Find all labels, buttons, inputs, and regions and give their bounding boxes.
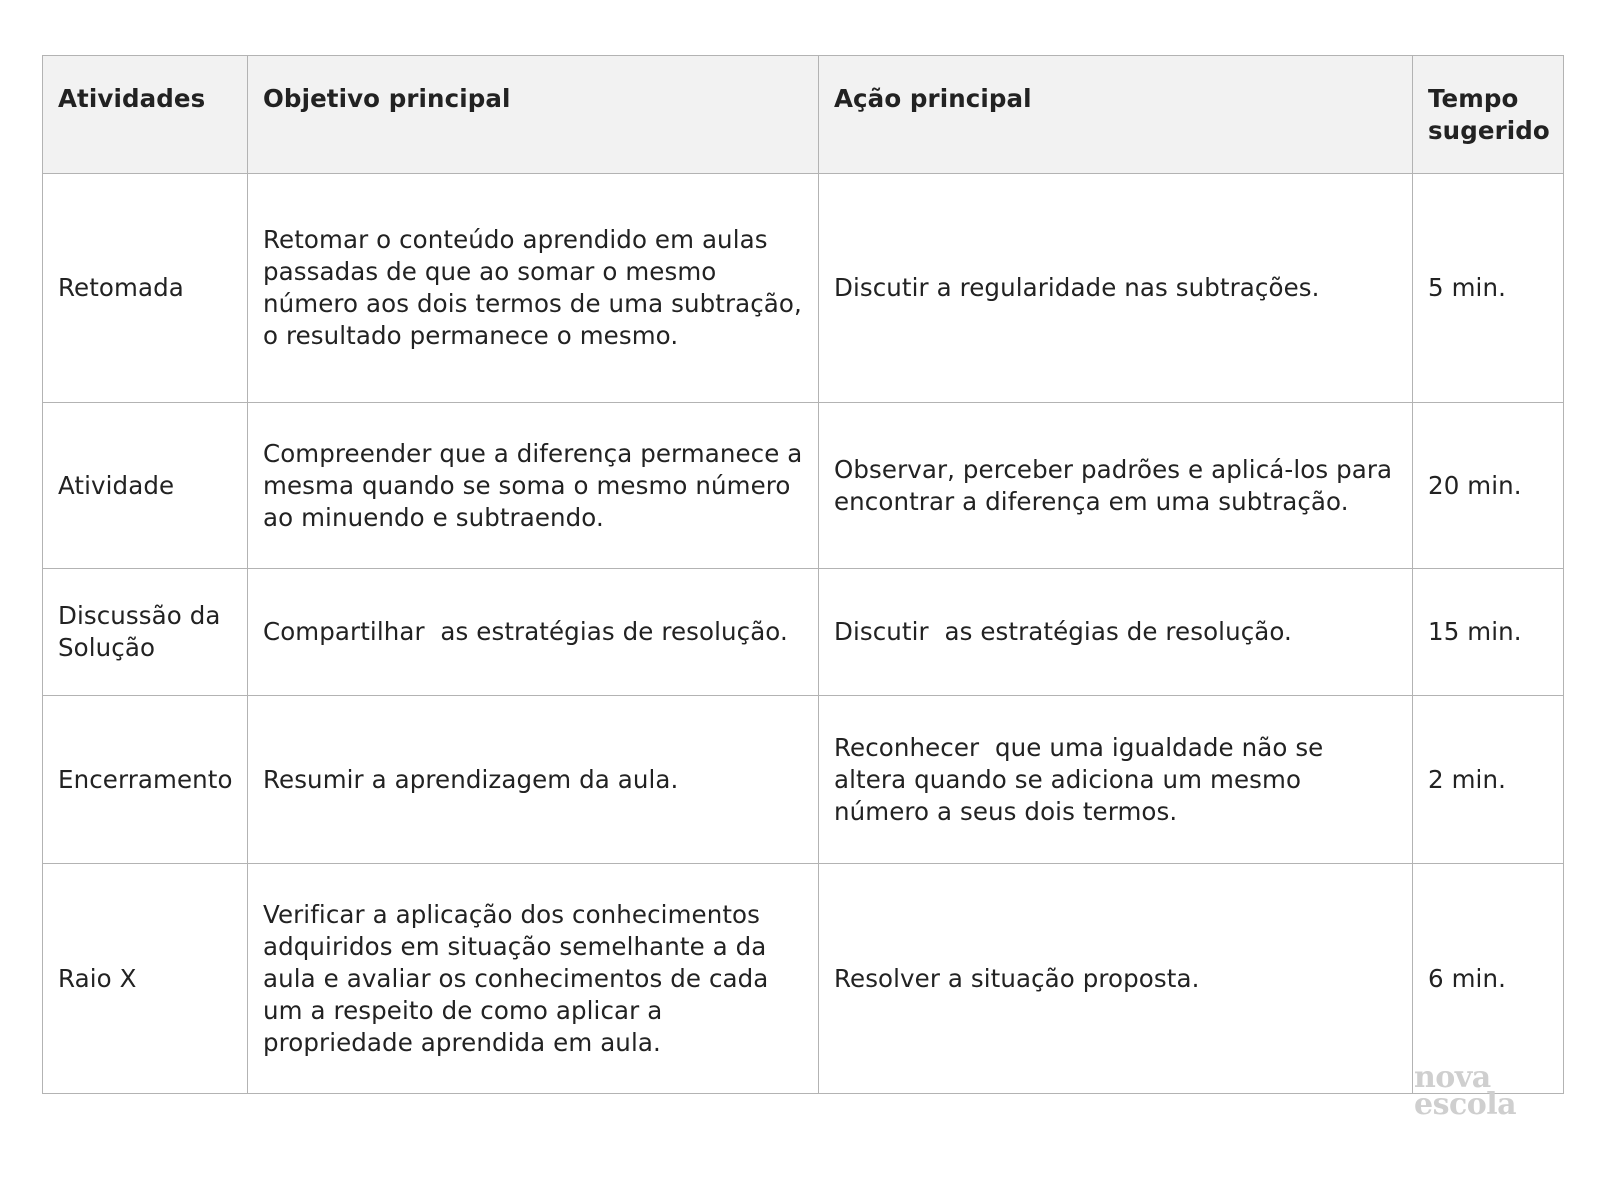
cell-acao: Discutir as estratégias de resolução. (819, 569, 1413, 696)
cell-atividade: Raio X (43, 864, 248, 1094)
header-atividades: Atividades (43, 56, 248, 174)
header-tempo-sugerido: Tempo sugerido (1413, 56, 1564, 174)
cell-tempo: 6 min. (1413, 864, 1564, 1094)
cell-atividade: Encerramento (43, 696, 248, 864)
cell-objetivo: Verificar a aplicação dos conhecimentos adquiridos em situação semelhante a da aula e avaliar os conhecimentos de cada um a respeito de como aplicar a propriedade aprendida em aula. (248, 864, 819, 1094)
nova-escola-logo (1414, 1060, 1517, 1122)
table-row (43, 174, 1564, 403)
header-acao-principal: Ação principal (819, 56, 1413, 174)
table-row (43, 403, 1564, 569)
cell-objetivo: Compreender que a diferença permanece a mesma quando se soma o mesmo número ao minuendo e subtraendo. (248, 403, 819, 569)
cell-acao: Resolver a situação proposta. (819, 864, 1413, 1094)
cell-objetivo: Resumir a aprendizagem da aula. (248, 696, 819, 864)
logo-line-1: nova (1414, 1060, 1491, 1095)
cell-tempo: 15 min. (1413, 569, 1564, 696)
table-header-row (43, 56, 1564, 174)
cell-tempo: 20 min. (1413, 403, 1564, 569)
cell-tempo: 5 min. (1413, 174, 1564, 403)
table-row (43, 569, 1564, 696)
cell-objetivo: Retomar o conteúdo aprendido em aulas passadas de que ao somar o mesmo número aos dois termos de uma subtração, o resultado permanece o mesmo. (248, 174, 819, 403)
cell-atividade: Retomada (43, 174, 248, 403)
cell-atividade: Discussão da Solução (43, 569, 248, 696)
cell-objetivo: Compartilhar as estratégias de resolução. (248, 569, 819, 696)
lesson-plan-table (42, 55, 1564, 1094)
logo-line-2: escola (1414, 1087, 1517, 1122)
cell-tempo: 2 min. (1413, 696, 1564, 864)
header-objetivo-principal: Objetivo principal (248, 56, 819, 174)
cell-acao: Reconhecer que uma igualdade não se altera quando se adiciona um mesmo número a seus dois termos. (819, 696, 1413, 864)
table-row (43, 696, 1564, 864)
cell-acao: Discutir a regularidade nas subtrações. (819, 174, 1413, 403)
cell-atividade: Atividade (43, 403, 248, 569)
cell-acao: Observar, perceber padrões e aplicá-los para encontrar a diferença em uma subtração. (819, 403, 1413, 569)
table-row (43, 864, 1564, 1094)
